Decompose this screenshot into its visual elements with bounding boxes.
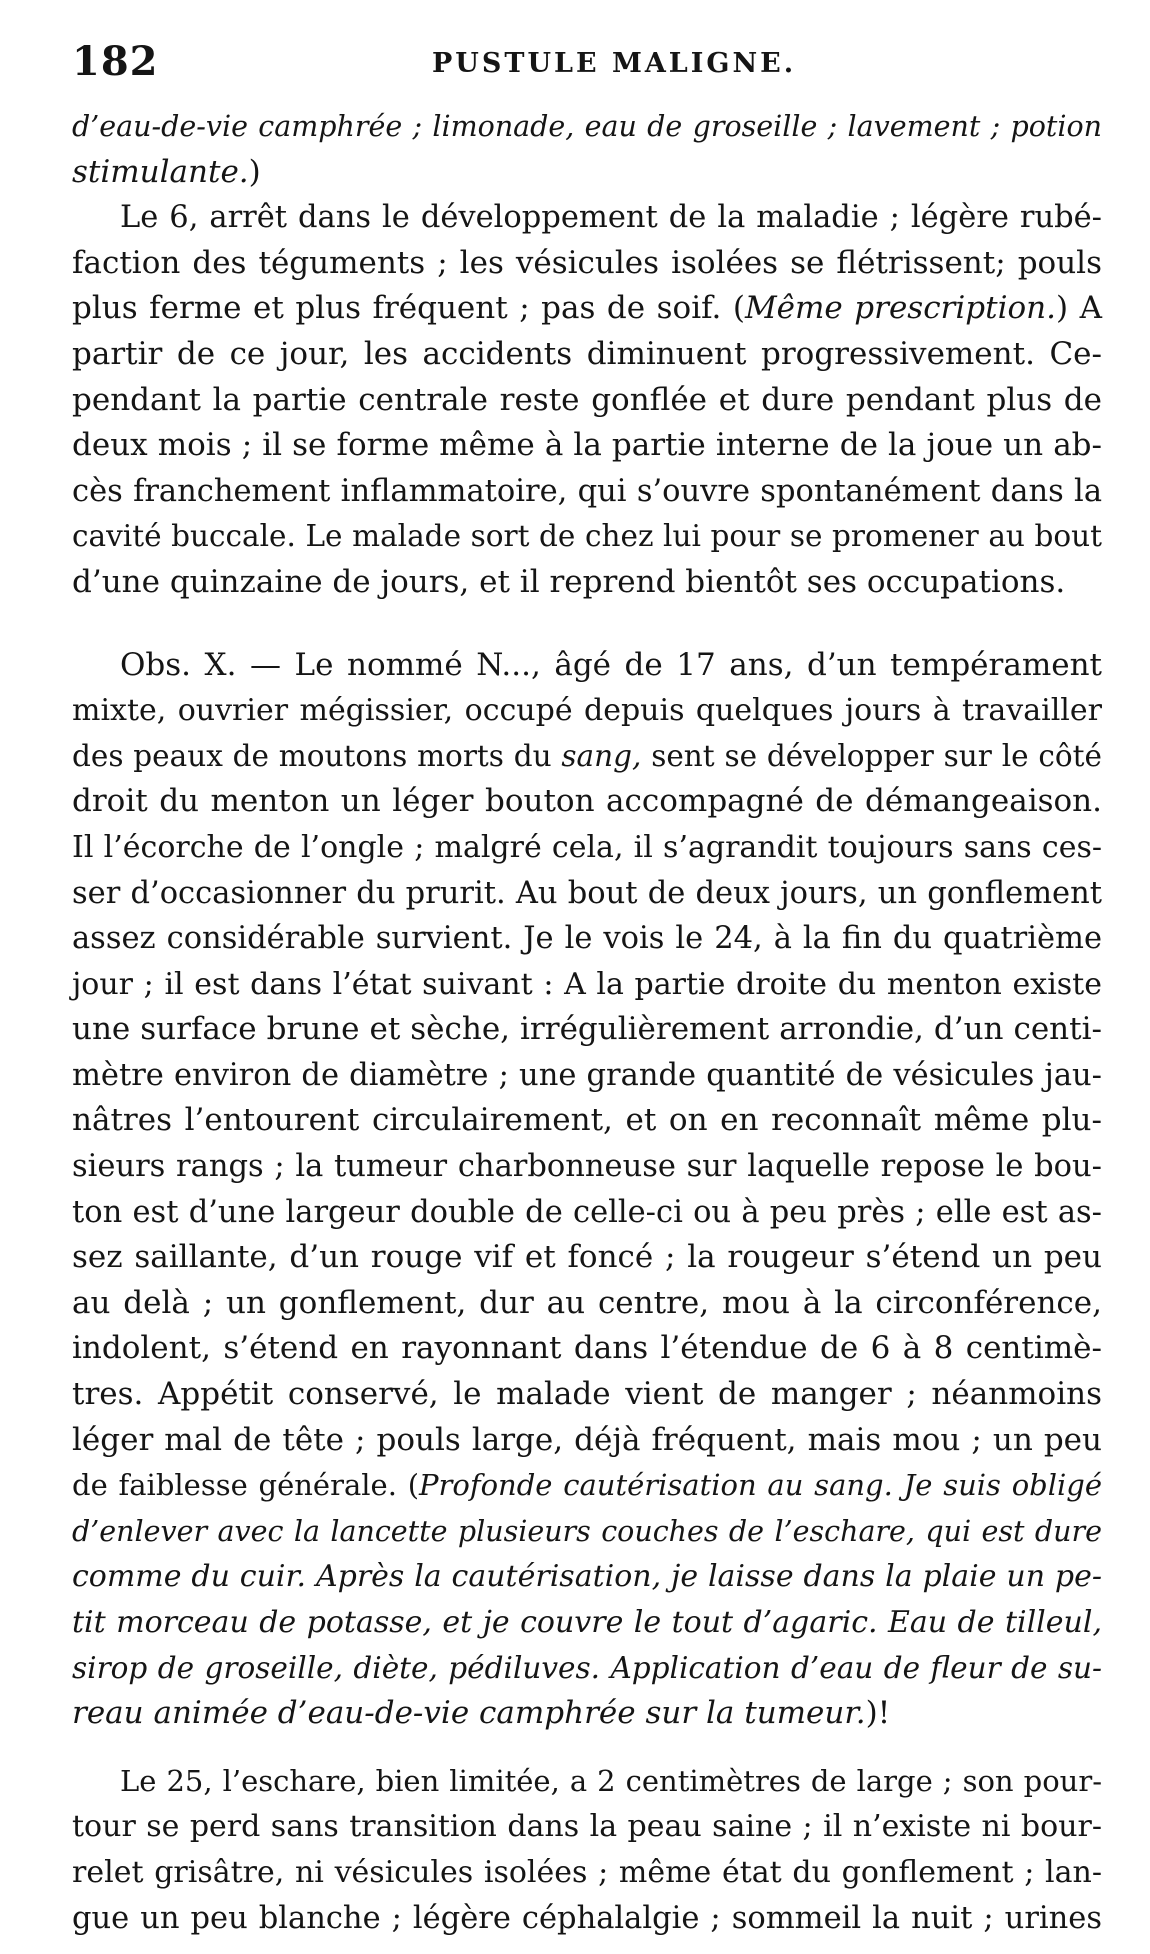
- paragraph-gap: [72, 1737, 1102, 1759]
- text-line: sirop de groseille, diète, pédiluves. Application d’eau de fleur de su-: [72, 1650, 1102, 1685]
- body-text: [72, 104, 1102, 1941]
- page-header: [72, 38, 1090, 86]
- text-line: d’une quinzaine de jours, et il reprend bientôt ses occupations.: [72, 563, 1066, 600]
- text-line: une surface brune et sèche, irrégulièrement arrondie, d’un centi-: [72, 1011, 1102, 1048]
- text-line: des peaux de moutons morts du sang, sent se développer sur le côté: [72, 738, 1102, 773]
- text-line: Il l’écorche de l’ongle ; malgré cela, il s’agrandit toujours sans ces-: [72, 829, 1102, 865]
- text-line: Le 6, arrêt dans le développement de la maladie ; légère rubé-: [120, 200, 1102, 236]
- text-line: mètre environ de diamètre ; une grande quantité de vésicules jau-: [72, 1057, 1102, 1093]
- text-line: mixte, ouvrier mégissier, occupé depuis quelques jours à travailler: [72, 693, 1102, 729]
- text-line: jour ; il est dans l’état suivant : A la partie droite du menton existe: [72, 966, 1102, 1002]
- text-line: deux mois ; il se forme même à la partie interne de la joue un ab-: [72, 427, 1102, 464]
- text-line: d’eau-de-vie camphrée ; limonade, eau de groseille ; lavement ; potion: [72, 110, 1102, 143]
- text-line: plus ferme et plus fréquent ; pas de soif. (Même prescription.) A: [72, 290, 1102, 327]
- observation-heading-line: Obs. X. — Le nommé N..., âgé de 17 ans, d’un tempérament: [120, 646, 1102, 683]
- text-line: relet grisâtre, ni vésicules isolées ; même état du gonflement ; lan-: [72, 1854, 1102, 1890]
- text-line: indolent, s’étend en rayonnant dans l’étendue de 6 à 8 centimè-: [72, 1330, 1102, 1367]
- text-line: tres. Appétit conservé, le malade vient de manger ; néanmoins: [72, 1376, 1102, 1413]
- text-line: au delà ; un gonflement, dur au centre, mou à la circonférence,: [72, 1284, 1102, 1321]
- text-line: cès franchement inflammatoire, qui s’ouvre spontanément dans la: [72, 473, 1102, 509]
- text-line: d’enlever avec la lancette plusieurs couches de l’eschare, qui est dure: [72, 1514, 1102, 1548]
- text-line: stimulante.): [72, 153, 261, 190]
- text-line: faction des téguments ; les vésicules isolées se flétrissent; pouls: [72, 244, 1102, 281]
- page-number: 182: [72, 38, 159, 85]
- running-title: PUSTULE MALIGNE.: [432, 48, 797, 79]
- text-line: pendant la partie centrale reste gonflée et dure pendant plus de: [72, 381, 1102, 418]
- text-line: de faiblesse générale. (Profonde cautérisation au sang. Je suis obligé: [72, 1468, 1102, 1503]
- text-line: Le 25, l’eschare, bien limitée, a 2 centimètres de large ; son pour-: [120, 1763, 1102, 1798]
- text-line: cavité buccale. Le malade sort de chez lui pour se promener au bout: [72, 519, 1102, 554]
- text-line: sez saillante, d’un rouge vif et foncé ; la rougeur s’étend un peu: [72, 1239, 1102, 1276]
- text-line: partir de ce jour, les accidents diminuent progressivement. Ce-: [72, 335, 1102, 372]
- text-line: ser d’occasionner du prurit. Au bout de deux jours, un gonflement: [72, 875, 1102, 911]
- text-line: nâtres l’entourent circulairement, et on en reconnaît même plu-: [72, 1102, 1102, 1139]
- paragraph-gap: [72, 606, 1102, 643]
- text-line: tour se perd sans transition dans la peau saine ; il n’existe ni bour-: [72, 1809, 1102, 1845]
- text-line: tit morceau de potasse, et je couvre le tout d’agaric. Eau de tilleul,: [72, 1605, 1102, 1640]
- text-line: reau animée d’eau-de-vie camphrée sur la tumeur.)!: [72, 1695, 891, 1732]
- text-line: gue un peu blanche ; légère céphalalgie ; sommeil la nuit ; urines: [72, 1900, 1102, 1936]
- text-line: ton est d’une largeur double de celle-ci ou à peu près ; elle est as-: [72, 1194, 1102, 1230]
- text-line: droit du menton un léger bouton accompagné de démangeaison.: [72, 783, 1102, 820]
- text-line: comme du cuir. Après la cautérisation, je laisse dans la plaie un pe-: [72, 1559, 1102, 1595]
- text-line: sieurs rangs ; la tumeur charbonneuse sur laquelle repose le bou-: [72, 1149, 1102, 1185]
- text-line: assez considérable survient. Je le vois le 24, à la fin du quatrième: [72, 921, 1102, 957]
- text-line: léger mal de tête ; pouls large, déjà fréquent, mais mou ; un peu: [72, 1421, 1102, 1458]
